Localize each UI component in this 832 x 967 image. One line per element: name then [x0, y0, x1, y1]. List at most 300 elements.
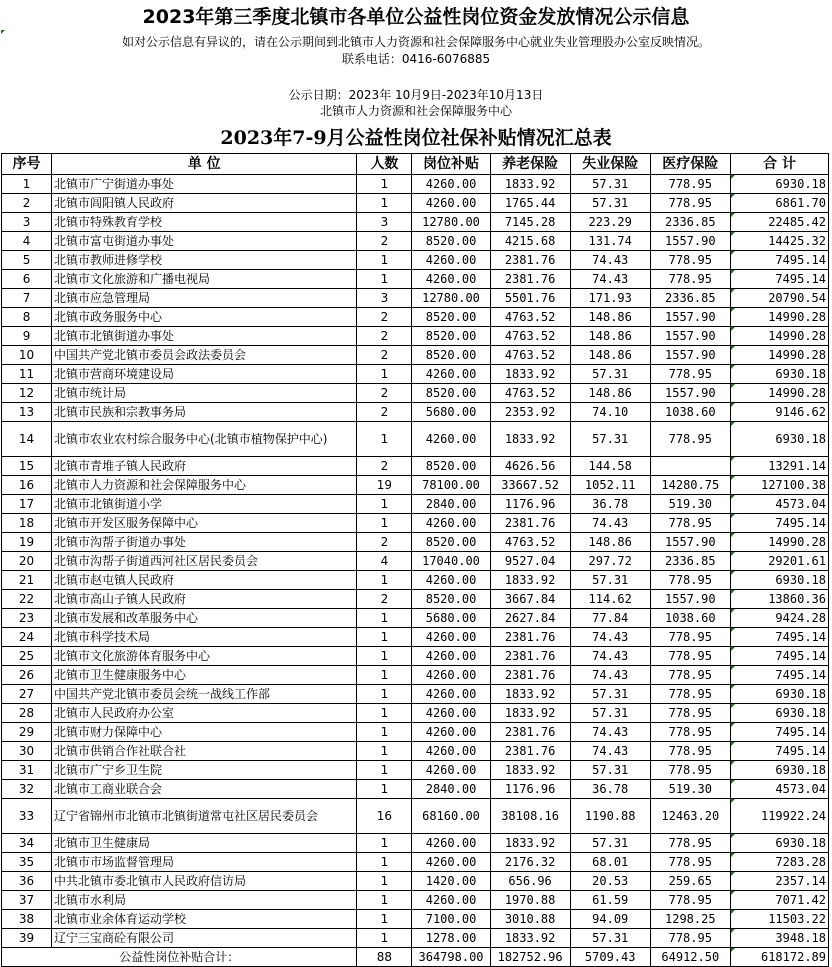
cell-medical[interactable]: 1038.60	[650, 403, 730, 422]
summary-total[interactable]: 618172.89	[730, 948, 828, 967]
cell-total[interactable]: 6861.70	[730, 194, 828, 213]
cell-index[interactable]: 14	[2, 422, 52, 457]
cell-index[interactable]: 1	[2, 175, 52, 194]
cell-index[interactable]: 3	[2, 213, 52, 232]
cell-subsidy[interactable]: 8520.00	[412, 384, 490, 403]
cell-subsidy[interactable]: 4260.00	[412, 704, 490, 723]
cell-total[interactable]: 7495.14	[730, 251, 828, 270]
cell-headcount[interactable]: 1	[357, 365, 412, 384]
cell-pension[interactable]: 2381.76	[490, 723, 570, 742]
cell-medical[interactable]: 1557.90	[650, 384, 730, 403]
cell-index[interactable]: 21	[2, 571, 52, 590]
cell-unemployment[interactable]: 94.09	[570, 910, 650, 929]
cell-medical[interactable]: 1557.90	[650, 232, 730, 251]
cell-total[interactable]: 14990.28	[730, 384, 828, 403]
cell-total[interactable]: 6930.18	[730, 571, 828, 590]
cell-total[interactable]: 13860.36	[730, 590, 828, 609]
cell-index[interactable]: 8	[2, 308, 52, 327]
cell-unemployment[interactable]: 68.01	[570, 853, 650, 872]
cell-subsidy[interactable]: 4260.00	[412, 666, 490, 685]
cell-pension[interactable]: 1176.96	[490, 780, 570, 799]
cell-unemployment[interactable]: 144.58	[570, 457, 650, 476]
column-header-index[interactable]: 序号	[2, 154, 52, 175]
cell-subsidy[interactable]: 8520.00	[412, 308, 490, 327]
cell-total[interactable]: 6930.18	[730, 365, 828, 384]
cell-headcount[interactable]: 2	[357, 384, 412, 403]
cell-unemployment[interactable]: 1052.11	[570, 476, 650, 495]
cell-unit-name[interactable]: 北镇市广宁街道办事处	[52, 175, 357, 194]
cell-medical[interactable]: 778.95	[650, 704, 730, 723]
cell-headcount[interactable]: 1	[357, 761, 412, 780]
cell-medical[interactable]: 259.65	[650, 872, 730, 891]
cell-pension[interactable]: 4763.52	[490, 384, 570, 403]
cell-total[interactable]: 14425.32	[730, 232, 828, 251]
cell-pension[interactable]: 2627.84	[490, 609, 570, 628]
cell-index[interactable]: 9	[2, 327, 52, 346]
cell-unit-name[interactable]: 北镇市开发区服务保障中心	[52, 514, 357, 533]
cell-total[interactable]: 7495.14	[730, 666, 828, 685]
cell-headcount[interactable]: 1	[357, 647, 412, 666]
cell-headcount[interactable]: 1	[357, 780, 412, 799]
cell-headcount[interactable]: 1	[357, 194, 412, 213]
cell-total[interactable]: 6930.18	[730, 175, 828, 194]
cell-subsidy[interactable]: 5680.00	[412, 403, 490, 422]
cell-pension[interactable]: 9527.04	[490, 552, 570, 571]
cell-index[interactable]: 36	[2, 872, 52, 891]
cell-medical[interactable]: 778.95	[650, 685, 730, 704]
cell-headcount[interactable]: 2	[357, 590, 412, 609]
cell-headcount[interactable]: 1	[357, 666, 412, 685]
cell-unit-name[interactable]: 北镇市业余体育运动学校	[52, 910, 357, 929]
cell-headcount[interactable]: 2	[357, 327, 412, 346]
cell-index[interactable]: 26	[2, 666, 52, 685]
cell-pension[interactable]: 2381.76	[490, 666, 570, 685]
cell-unit-name[interactable]: 北镇市政务服务中心	[52, 308, 357, 327]
cell-total[interactable]: 11503.22	[730, 910, 828, 929]
cell-unit-name[interactable]: 北镇市水利局	[52, 891, 357, 910]
cell-total[interactable]: 29201.61	[730, 552, 828, 571]
cell-total[interactable]: 6930.18	[730, 761, 828, 780]
cell-subsidy[interactable]: 4260.00	[412, 853, 490, 872]
cell-subsidy[interactable]: 8520.00	[412, 590, 490, 609]
cell-unemployment[interactable]: 148.86	[570, 533, 650, 552]
cell-subsidy[interactable]: 78100.00	[412, 476, 490, 495]
cell-unit-name[interactable]: 北镇市广宁乡卫生院	[52, 761, 357, 780]
cell-unit-name[interactable]: 辽宁三宝商砼有限公司	[52, 929, 357, 948]
cell-subsidy[interactable]: 12780.00	[412, 213, 490, 232]
cell-index[interactable]: 4	[2, 232, 52, 251]
cell-total[interactable]: 7495.14	[730, 514, 828, 533]
cell-total[interactable]: 7495.14	[730, 628, 828, 647]
summary-pension[interactable]: 182752.96	[490, 948, 570, 967]
cell-pension[interactable]: 1833.92	[490, 929, 570, 948]
cell-pension[interactable]: 33667.52	[490, 476, 570, 495]
cell-total[interactable]: 14990.28	[730, 327, 828, 346]
cell-pension[interactable]: 2353.92	[490, 403, 570, 422]
cell-pension[interactable]: 4626.56	[490, 457, 570, 476]
cell-medical[interactable]: 1557.90	[650, 533, 730, 552]
cell-unemployment[interactable]: 57.31	[570, 834, 650, 853]
cell-subsidy[interactable]: 2840.00	[412, 495, 490, 514]
cell-pension[interactable]: 2381.76	[490, 270, 570, 289]
cell-total[interactable]: 14990.28	[730, 533, 828, 552]
cell-medical[interactable]: 778.95	[650, 891, 730, 910]
cell-unemployment[interactable]: 36.78	[570, 495, 650, 514]
cell-total[interactable]: 7071.42	[730, 891, 828, 910]
cell-medical[interactable]: 12463.20	[650, 799, 730, 834]
cell-total[interactable]: 6930.18	[730, 422, 828, 457]
cell-subsidy[interactable]: 8520.00	[412, 346, 490, 365]
cell-unemployment[interactable]: 148.86	[570, 384, 650, 403]
cell-subsidy[interactable]: 68160.00	[412, 799, 490, 834]
cell-unit-name[interactable]: 北镇市闾阳镇人民政府	[52, 194, 357, 213]
cell-unit-name[interactable]: 北镇市统计局	[52, 384, 357, 403]
cell-subsidy[interactable]: 4260.00	[412, 723, 490, 742]
cell-unemployment[interactable]: 297.72	[570, 552, 650, 571]
summary-count[interactable]: 88	[357, 948, 412, 967]
cell-total[interactable]: 7495.14	[730, 270, 828, 289]
cell-medical[interactable]: 778.95	[650, 175, 730, 194]
cell-total[interactable]: 14990.28	[730, 346, 828, 365]
cell-subsidy[interactable]: 4260.00	[412, 270, 490, 289]
cell-headcount[interactable]: 1	[357, 929, 412, 948]
cell-medical[interactable]: 778.95	[650, 194, 730, 213]
cell-index[interactable]: 27	[2, 685, 52, 704]
cell-pension[interactable]: 38108.16	[490, 799, 570, 834]
cell-unemployment[interactable]: 74.43	[570, 666, 650, 685]
cell-subsidy[interactable]: 2840.00	[412, 780, 490, 799]
cell-unit-name[interactable]: 北镇市人民政府办公室	[52, 704, 357, 723]
cell-headcount[interactable]: 1	[357, 685, 412, 704]
cell-headcount[interactable]: 2	[357, 308, 412, 327]
cell-index[interactable]: 11	[2, 365, 52, 384]
cell-unit-name[interactable]: 北镇市农业农村综合服务中心(北镇市植物保护中心)	[52, 422, 357, 457]
cell-index[interactable]: 28	[2, 704, 52, 723]
cell-unemployment[interactable]: 57.31	[570, 704, 650, 723]
column-header-subsidy[interactable]: 岗位补贴	[412, 154, 490, 175]
cell-index[interactable]: 17	[2, 495, 52, 514]
cell-unit-name[interactable]: 北镇市赵屯镇人民政府	[52, 571, 357, 590]
cell-medical[interactable]: 778.95	[650, 834, 730, 853]
cell-medical[interactable]: 1557.90	[650, 308, 730, 327]
cell-total[interactable]: 22485.42	[730, 213, 828, 232]
cell-pension[interactable]: 2381.76	[490, 742, 570, 761]
cell-index[interactable]: 25	[2, 647, 52, 666]
cell-subsidy[interactable]: 8520.00	[412, 457, 490, 476]
cell-medical[interactable]: 778.95	[650, 628, 730, 647]
cell-subsidy[interactable]: 1278.00	[412, 929, 490, 948]
cell-unit-name[interactable]: 北镇市财力保障中心	[52, 723, 357, 742]
cell-index[interactable]: 20	[2, 552, 52, 571]
cell-total[interactable]: 6930.18	[730, 685, 828, 704]
cell-medical[interactable]: 778.95	[650, 365, 730, 384]
cell-subsidy[interactable]: 4260.00	[412, 742, 490, 761]
cell-headcount[interactable]: 1	[357, 251, 412, 270]
cell-medical[interactable]: 1557.90	[650, 590, 730, 609]
cell-index[interactable]: 35	[2, 853, 52, 872]
cell-index[interactable]: 10	[2, 346, 52, 365]
cell-medical[interactable]: 778.95	[650, 270, 730, 289]
cell-medical[interactable]: 1298.25	[650, 910, 730, 929]
cell-unemployment[interactable]: 148.86	[570, 346, 650, 365]
cell-total[interactable]: 9146.62	[730, 403, 828, 422]
cell-unit-name[interactable]: 北镇市北镇街道办事处	[52, 327, 357, 346]
cell-headcount[interactable]: 1	[357, 270, 412, 289]
cell-subsidy[interactable]: 4260.00	[412, 365, 490, 384]
cell-index[interactable]: 38	[2, 910, 52, 929]
cell-medical[interactable]: 778.95	[650, 666, 730, 685]
cell-subsidy[interactable]: 8520.00	[412, 327, 490, 346]
summary-subsidy[interactable]: 364798.00	[412, 948, 490, 967]
cell-medical[interactable]: 519.30	[650, 780, 730, 799]
cell-unit-name[interactable]: 北镇市应急管理局	[52, 289, 357, 308]
cell-pension[interactable]: 1833.92	[490, 834, 570, 853]
cell-pension[interactable]: 1833.92	[490, 761, 570, 780]
cell-unit-name[interactable]: 中国共产党北镇市委员会统一战线工作部	[52, 685, 357, 704]
cell-unemployment[interactable]: 57.31	[570, 571, 650, 590]
cell-unemployment[interactable]: 148.86	[570, 327, 650, 346]
cell-subsidy[interactable]: 4260.00	[412, 685, 490, 704]
cell-total[interactable]: 14990.28	[730, 308, 828, 327]
cell-total[interactable]: 127100.38	[730, 476, 828, 495]
cell-headcount[interactable]: 2	[357, 403, 412, 422]
cell-headcount[interactable]: 1	[357, 571, 412, 590]
column-header-total[interactable]: 合 计	[730, 154, 828, 175]
cell-unit-name[interactable]: 北镇市沟帮子街道办事处	[52, 533, 357, 552]
cell-unemployment[interactable]: 148.86	[570, 308, 650, 327]
cell-unit-name[interactable]: 中共北镇市委北镇市人民政府信访局	[52, 872, 357, 891]
cell-index[interactable]: 39	[2, 929, 52, 948]
cell-unit-name[interactable]: 北镇市北镇街道小学	[52, 495, 357, 514]
cell-total[interactable]: 6930.18	[730, 834, 828, 853]
cell-index[interactable]: 29	[2, 723, 52, 742]
cell-unemployment[interactable]: 74.43	[570, 514, 650, 533]
cell-headcount[interactable]: 2	[357, 232, 412, 251]
cell-unit-name[interactable]: 北镇市市场监督管理局	[52, 853, 357, 872]
cell-total[interactable]: 7495.14	[730, 647, 828, 666]
cell-unit-name[interactable]: 北镇市特殊教育学校	[52, 213, 357, 232]
cell-medical[interactable]: 778.95	[650, 742, 730, 761]
cell-headcount[interactable]: 1	[357, 910, 412, 929]
cell-index[interactable]: 13	[2, 403, 52, 422]
cell-total[interactable]: 119922.24	[730, 799, 828, 834]
cell-index[interactable]: 16	[2, 476, 52, 495]
cell-unit-name[interactable]: 北镇市卫生健康局	[52, 834, 357, 853]
column-header-unemployment[interactable]: 失业保险	[570, 154, 650, 175]
column-header-pension[interactable]: 养老保险	[490, 154, 570, 175]
cell-unit-name[interactable]: 北镇市高山子镇人民政府	[52, 590, 357, 609]
cell-total[interactable]: 7495.14	[730, 742, 828, 761]
cell-subsidy[interactable]: 8520.00	[412, 232, 490, 251]
cell-subsidy[interactable]: 7100.00	[412, 910, 490, 929]
cell-headcount[interactable]: 1	[357, 175, 412, 194]
cell-pension[interactable]: 2381.76	[490, 647, 570, 666]
cell-unit-name[interactable]: 北镇市营商环境建设局	[52, 365, 357, 384]
cell-unemployment[interactable]: 77.84	[570, 609, 650, 628]
cell-medical[interactable]: 778.95	[650, 647, 730, 666]
cell-unemployment[interactable]: 57.31	[570, 761, 650, 780]
cell-unit-name[interactable]: 北镇市民族和宗教事务局	[52, 403, 357, 422]
cell-medical[interactable]: 14280.75	[650, 476, 730, 495]
cell-index[interactable]: 7	[2, 289, 52, 308]
cell-headcount[interactable]: 2	[357, 346, 412, 365]
cell-medical[interactable]	[650, 457, 730, 476]
cell-pension[interactable]: 1833.92	[490, 175, 570, 194]
cell-total[interactable]: 4573.04	[730, 495, 828, 514]
cell-subsidy[interactable]: 12780.00	[412, 289, 490, 308]
cell-pension[interactable]: 4215.68	[490, 232, 570, 251]
cell-unit-name[interactable]: 辽宁省锦州市北镇市北镇街道常屯社区居民委员会	[52, 799, 357, 834]
cell-total[interactable]: 7283.28	[730, 853, 828, 872]
cell-medical[interactable]: 778.95	[650, 514, 730, 533]
cell-medical[interactable]: 778.95	[650, 853, 730, 872]
column-header-count[interactable]: 人数	[357, 154, 412, 175]
cell-pension[interactable]: 4763.52	[490, 308, 570, 327]
cell-unit-name[interactable]: 北镇市文化旅游和广播电视局	[52, 270, 357, 289]
cell-medical[interactable]: 778.95	[650, 571, 730, 590]
cell-index[interactable]: 19	[2, 533, 52, 552]
cell-pension[interactable]: 656.96	[490, 872, 570, 891]
cell-medical[interactable]: 2336.85	[650, 289, 730, 308]
cell-unit-name[interactable]: 北镇市沟帮子街道西河社区居民委员会	[52, 552, 357, 571]
cell-index[interactable]: 2	[2, 194, 52, 213]
cell-unit-name[interactable]: 北镇市发展和改革服务中心	[52, 609, 357, 628]
cell-headcount[interactable]: 1	[357, 628, 412, 647]
cell-index[interactable]: 12	[2, 384, 52, 403]
cell-unemployment[interactable]: 57.31	[570, 929, 650, 948]
cell-unit-name[interactable]: 中国共产党北镇市委员会政法委员会	[52, 346, 357, 365]
cell-pension[interactable]: 1970.88	[490, 891, 570, 910]
cell-subsidy[interactable]: 4260.00	[412, 251, 490, 270]
cell-unemployment[interactable]: 223.29	[570, 213, 650, 232]
cell-pension[interactable]: 1765.44	[490, 194, 570, 213]
cell-index[interactable]: 5	[2, 251, 52, 270]
cell-unit-name[interactable]: 北镇市文化旅游体育服务中心	[52, 647, 357, 666]
cell-pension[interactable]: 4763.52	[490, 346, 570, 365]
cell-pension[interactable]: 1833.92	[490, 365, 570, 384]
cell-pension[interactable]: 1833.92	[490, 685, 570, 704]
cell-unemployment[interactable]: 74.43	[570, 628, 650, 647]
cell-pension[interactable]: 3667.84	[490, 590, 570, 609]
cell-unemployment[interactable]: 74.10	[570, 403, 650, 422]
cell-pension[interactable]: 1833.92	[490, 704, 570, 723]
cell-index[interactable]: 6	[2, 270, 52, 289]
cell-medical[interactable]: 778.95	[650, 422, 730, 457]
cell-unemployment[interactable]: 171.93	[570, 289, 650, 308]
cell-medical[interactable]: 2336.85	[650, 552, 730, 571]
cell-unemployment[interactable]: 57.31	[570, 194, 650, 213]
cell-subsidy[interactable]: 4260.00	[412, 628, 490, 647]
cell-medical[interactable]: 778.95	[650, 929, 730, 948]
cell-unemployment[interactable]: 74.43	[570, 723, 650, 742]
column-header-medical[interactable]: 医疗保险	[650, 154, 730, 175]
cell-index[interactable]: 18	[2, 514, 52, 533]
cell-unemployment[interactable]: 114.62	[570, 590, 650, 609]
cell-unit-name[interactable]: 北镇市卫生健康服务中心	[52, 666, 357, 685]
cell-total[interactable]: 9424.28	[730, 609, 828, 628]
cell-unemployment[interactable]: 1190.88	[570, 799, 650, 834]
cell-subsidy[interactable]: 17040.00	[412, 552, 490, 571]
cell-headcount[interactable]: 1	[357, 853, 412, 872]
cell-index[interactable]: 32	[2, 780, 52, 799]
cell-headcount[interactable]: 16	[357, 799, 412, 834]
cell-medical[interactable]: 519.30	[650, 495, 730, 514]
cell-unemployment[interactable]: 57.31	[570, 175, 650, 194]
cell-index[interactable]: 34	[2, 834, 52, 853]
cell-index[interactable]: 24	[2, 628, 52, 647]
cell-subsidy[interactable]: 1420.00	[412, 872, 490, 891]
cell-headcount[interactable]: 1	[357, 704, 412, 723]
cell-pension[interactable]: 2381.76	[490, 628, 570, 647]
column-header-unit[interactable]: 单 位	[52, 154, 357, 175]
cell-pension[interactable]: 4763.52	[490, 533, 570, 552]
cell-total[interactable]: 20790.54	[730, 289, 828, 308]
cell-medical[interactable]: 778.95	[650, 251, 730, 270]
cell-pension[interactable]: 1833.92	[490, 422, 570, 457]
cell-unemployment[interactable]: 74.43	[570, 270, 650, 289]
cell-pension[interactable]: 4763.52	[490, 327, 570, 346]
cell-unit-name[interactable]: 北镇市供销合作社联合社	[52, 742, 357, 761]
cell-medical[interactable]: 2336.85	[650, 213, 730, 232]
cell-headcount[interactable]: 1	[357, 495, 412, 514]
cell-unemployment[interactable]: 36.78	[570, 780, 650, 799]
cell-subsidy[interactable]: 5680.00	[412, 609, 490, 628]
cell-headcount[interactable]: 3	[357, 289, 412, 308]
summary-label[interactable]: 公益性岗位补贴合计：	[2, 948, 357, 967]
cell-unemployment[interactable]: 74.43	[570, 251, 650, 270]
cell-medical[interactable]: 1038.60	[650, 609, 730, 628]
cell-unemployment[interactable]: 131.74	[570, 232, 650, 251]
cell-total[interactable]: 7495.14	[730, 723, 828, 742]
cell-unit-name[interactable]: 北镇市人力资源和社会保障服务中心	[52, 476, 357, 495]
cell-headcount[interactable]: 1	[357, 609, 412, 628]
cell-headcount[interactable]: 4	[357, 552, 412, 571]
cell-medical[interactable]: 778.95	[650, 723, 730, 742]
cell-subsidy[interactable]: 4260.00	[412, 194, 490, 213]
cell-headcount[interactable]: 1	[357, 514, 412, 533]
cell-total[interactable]: 13291.14	[730, 457, 828, 476]
cell-index[interactable]: 23	[2, 609, 52, 628]
cell-unemployment[interactable]: 57.31	[570, 422, 650, 457]
cell-index[interactable]: 22	[2, 590, 52, 609]
cell-pension[interactable]: 1176.96	[490, 495, 570, 514]
cell-pension[interactable]: 2381.76	[490, 251, 570, 270]
cell-subsidy[interactable]: 4260.00	[412, 422, 490, 457]
cell-pension[interactable]: 1833.92	[490, 571, 570, 590]
cell-total[interactable]: 2357.14	[730, 872, 828, 891]
cell-pension[interactable]: 2176.32	[490, 853, 570, 872]
cell-subsidy[interactable]: 4260.00	[412, 761, 490, 780]
cell-unit-name[interactable]: 北镇市青堆子镇人民政府	[52, 457, 357, 476]
cell-headcount[interactable]: 2	[357, 533, 412, 552]
cell-medical[interactable]: 778.95	[650, 761, 730, 780]
cell-headcount[interactable]: 19	[357, 476, 412, 495]
cell-index[interactable]: 30	[2, 742, 52, 761]
cell-pension[interactable]: 3010.88	[490, 910, 570, 929]
cell-unit-name[interactable]: 北镇市科学技术局	[52, 628, 357, 647]
cell-headcount[interactable]: 1	[357, 723, 412, 742]
cell-total[interactable]: 3948.18	[730, 929, 828, 948]
cell-headcount[interactable]: 1	[357, 872, 412, 891]
cell-unit-name[interactable]: 北镇市富屯街道办事处	[52, 232, 357, 251]
cell-unit-name[interactable]: 北镇市教师进修学校	[52, 251, 357, 270]
cell-headcount[interactable]: 1	[357, 742, 412, 761]
cell-unit-name[interactable]: 北镇市工商业联合会	[52, 780, 357, 799]
cell-unemployment[interactable]: 74.43	[570, 742, 650, 761]
cell-subsidy[interactable]: 4260.00	[412, 571, 490, 590]
cell-pension[interactable]: 5501.76	[490, 289, 570, 308]
cell-unemployment[interactable]: 57.31	[570, 685, 650, 704]
